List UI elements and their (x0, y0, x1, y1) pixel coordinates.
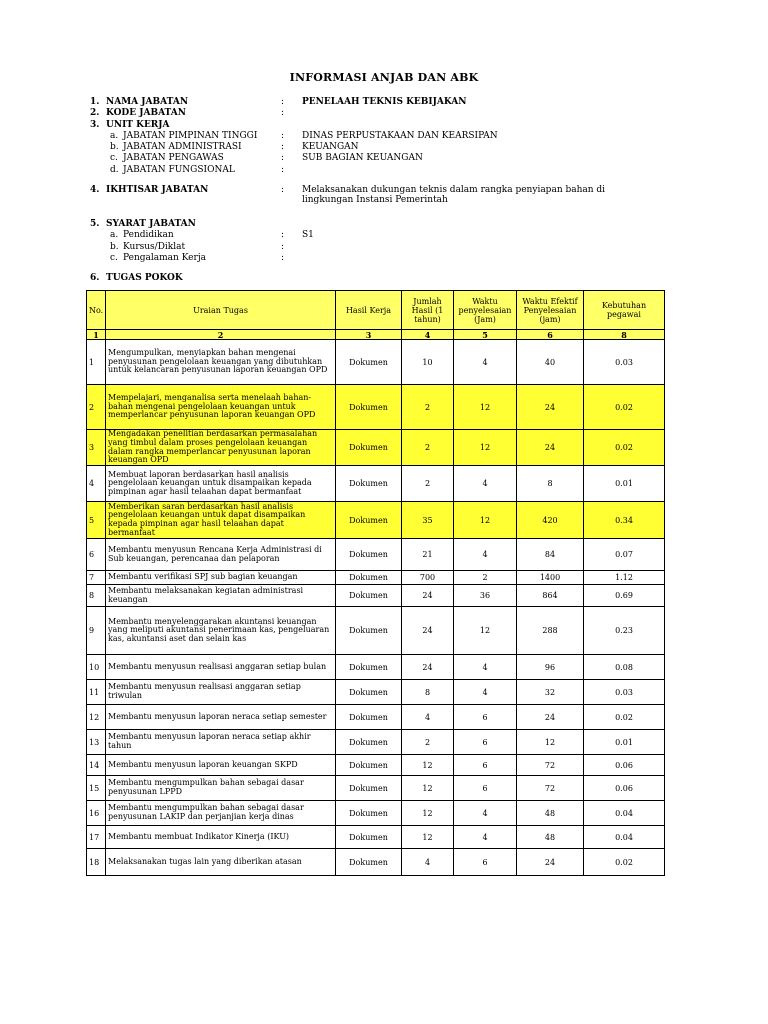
item-number: 1. (90, 97, 100, 107)
kursus-label: Kursus/Diklat (123, 241, 186, 252)
header-kebutuhan-pegawai: Kebutuhan pegawai (584, 291, 665, 330)
tugas-pokok-label: TUGAS POKOK (106, 273, 183, 284)
task-description: Mengadakan penelitian berdasarkan permasalahan yang timbul dalam proses pengelolaan keuangan dalam rangka memperlancar penyusunan laporan keuangan OPD (106, 430, 336, 466)
table-row (87, 801, 665, 826)
row-number: 13 (87, 730, 106, 755)
jumlah-hasil-cell: 2 (402, 466, 454, 502)
item-number: 4. (90, 185, 100, 196)
jumlah-hasil-cell: 10 (402, 340, 454, 385)
kebutuhan-cell: 0.06 (584, 776, 665, 801)
waktu-efektif-cell: 72 (517, 776, 584, 801)
row-number: 16 (87, 801, 106, 826)
column-number: 6 (517, 330, 584, 340)
task-description: Mempelajari, menganalisa serta menelaah bahan-bahan mengenai pengelolaan keuangan untuk memperlancar penyusunan laporan keuangan OPD (106, 385, 336, 430)
table-row (87, 607, 665, 655)
ikhtisar-label: IKHTISAR JABATAN (106, 185, 209, 196)
waktu-efektif-cell: 72 (517, 755, 584, 776)
jumlah-hasil-cell: 8 (402, 680, 454, 705)
item-letter: c. (110, 153, 118, 164)
waktu-cell: 12 (454, 385, 517, 430)
table-header-row (87, 291, 665, 330)
hasil-kerja-cell: Dokumen (336, 680, 402, 705)
waktu-efektif-cell: 40 (517, 340, 584, 385)
row-number: 14 (87, 755, 106, 776)
kebutuhan-cell: 0.01 (584, 466, 665, 502)
jumlah-hasil-cell: 2 (402, 385, 454, 430)
waktu-efektif-cell: 8 (517, 466, 584, 502)
jabatan-administrasi-label: JABATAN ADMINISTRASI (123, 142, 242, 153)
task-description: Membantu mengumpulkan bahan sebagai dasar penyusunan LAKIP dan perjanjian kerja dinas (106, 801, 336, 826)
task-description: Membuat laporan berdasarkan hasil analisis pengelolaan keuangan untuk disampaikan kepada pimpinan agar hasil telaahan dapat bermanfaat (106, 466, 336, 502)
table-row (87, 539, 665, 571)
jumlah-hasil-cell: 700 (402, 571, 454, 585)
jumlah-hasil-cell: 12 (402, 801, 454, 826)
item-letter: b. (110, 142, 119, 153)
jumlah-hasil-cell: 2 (402, 730, 454, 755)
task-description: Membantu menyusun laporan neraca setiap akhir tahun (106, 730, 336, 755)
nama-jabatan-value: PENELAAH TEKNIS KEBIJAKAN (302, 97, 467, 107)
task-description: Membantu verifikasi SPJ sub bagian keuangan (106, 571, 336, 585)
pendidikan-row (88, 230, 688, 241)
waktu-cell: 12 (454, 502, 517, 539)
waktu-cell: 12 (454, 607, 517, 655)
tugas-pokok-table (86, 290, 665, 876)
waktu-efektif-cell: 1400 (517, 571, 584, 585)
task-description: Memberikan saran berdasarkan hasil analisis pengelolaan keuangan untuk dapat disampaikan kepada pimpinan agar hasil telaahan dapat bermanfaat (106, 502, 336, 539)
table-row (87, 705, 665, 730)
row-number: 8 (87, 585, 106, 607)
hasil-kerja-cell: Dokumen (336, 571, 402, 585)
syarat-jabatan-label: SYARAT JABATAN (106, 219, 196, 230)
jabatan-pimpinan-value: DINAS PERPUSTAKAAN DAN KEARSIPAN (302, 130, 498, 141)
waktu-cell: 2 (454, 571, 517, 585)
kebutuhan-cell: 0.02 (584, 705, 665, 730)
jabatan-pengawas-label: JABATAN PENGAWAS (123, 153, 224, 164)
table-row (87, 826, 665, 849)
jabatan-fungsional-row (88, 165, 688, 176)
jumlah-hasil-cell: 12 (402, 755, 454, 776)
row-number: 5 (87, 502, 106, 539)
item-number: 5. (90, 219, 100, 230)
jumlah-hasil-cell: 24 (402, 607, 454, 655)
spacer (88, 264, 688, 273)
waktu-cell: 6 (454, 776, 517, 801)
hasil-kerja-cell: Dokumen (336, 539, 402, 571)
waktu-cell: 4 (454, 801, 517, 826)
unit-kerja-row (88, 120, 688, 131)
header-waktu-efektif: Waktu Efektif Penyelesaian (jam) (517, 291, 584, 330)
kebutuhan-cell: 0.02 (584, 430, 665, 466)
task-description: Membantu menyusun laporan neraca setiap semester (106, 705, 336, 730)
hasil-kerja-cell: Dokumen (336, 801, 402, 826)
hasil-kerja-cell: Dokumen (336, 607, 402, 655)
task-description: Membantu melaksanakan kegiatan administrasi keuangan (106, 585, 336, 607)
task-description: Membantu menyusun laporan keuangan SKPD (106, 755, 336, 776)
row-number: 18 (87, 849, 106, 876)
kebutuhan-cell: 0.02 (584, 849, 665, 876)
jumlah-hasil-cell: 24 (402, 655, 454, 680)
colon: : (281, 130, 285, 141)
header-waktu-penyelesaian: Waktu penyelesaian (Jam) (454, 291, 517, 330)
hasil-kerja-cell: Dokumen (336, 755, 402, 776)
jumlah-hasil-cell: 24 (402, 585, 454, 607)
kebutuhan-cell: 0.04 (584, 801, 665, 826)
kode-jabatan-row (88, 108, 688, 119)
row-number: 11 (87, 680, 106, 705)
row-number: 15 (87, 776, 106, 801)
task-description: Membantu mengumpulkan bahan sebagai dasar penyusunan LPPD (106, 776, 336, 801)
kebutuhan-cell: 0.06 (584, 755, 665, 776)
waktu-cell: 12 (454, 430, 517, 466)
task-description: Mengumpulkan, menyiapkan bahan mengenai penyusunan pengelolaan keuangan yang dibutuhkan untuk kelancaran penyusunan laporan keuangan OPD (106, 340, 336, 385)
column-number-row (87, 330, 665, 340)
table-row (87, 680, 665, 705)
hasil-kerja-cell: Dokumen (336, 502, 402, 539)
kebutuhan-cell: 0.01 (584, 730, 665, 755)
waktu-cell: 4 (454, 826, 517, 849)
table-row (87, 730, 665, 755)
document-title: INFORMASI ANJAB DAN ABK (289, 71, 479, 84)
waktu-efektif-cell: 12 (517, 730, 584, 755)
row-number: 10 (87, 655, 106, 680)
header-hasil-kerja: Hasil Kerja (336, 291, 402, 330)
waktu-cell: 4 (454, 539, 517, 571)
waktu-cell: 4 (454, 466, 517, 502)
table-row (87, 849, 665, 876)
task-description: Membantu menyelenggarakan akuntansi keuangan yang meliputi akuntansi penerimaan kas, pengeluaran kas, akuntansi aset dan selain kas (106, 607, 336, 655)
kode-jabatan-label: KODE JABATAN (106, 108, 186, 119)
jabatan-administrasi-row (88, 142, 688, 153)
unit-kerja-label: UNIT KERJA (106, 119, 170, 130)
waktu-efektif-cell: 48 (517, 826, 584, 849)
hasil-kerja-cell: Dokumen (336, 340, 402, 385)
jumlah-hasil-cell: 4 (402, 705, 454, 730)
waktu-efektif-cell: 24 (517, 849, 584, 876)
kebutuhan-cell: 0.03 (584, 340, 665, 385)
jumlah-hasil-cell: 12 (402, 776, 454, 801)
column-number: 2 (106, 330, 336, 340)
jumlah-hasil-cell: 21 (402, 539, 454, 571)
column-number: 4 (402, 330, 454, 340)
table-row (87, 340, 665, 385)
waktu-efektif-cell: 864 (517, 585, 584, 607)
waktu-cell: 36 (454, 585, 517, 607)
waktu-cell: 6 (454, 755, 517, 776)
item-number: 2. (90, 108, 100, 119)
kebutuhan-cell: 0.23 (584, 607, 665, 655)
row-number: 12 (87, 705, 106, 730)
table-row (87, 755, 665, 776)
row-number: 6 (87, 539, 106, 571)
waktu-efektif-cell: 420 (517, 502, 584, 539)
jumlah-hasil-cell: 2 (402, 430, 454, 466)
task-description: Membantu menyusun realisasi anggaran setiap triwulan (106, 680, 336, 705)
kebutuhan-cell: 0.04 (584, 826, 665, 849)
item-letter: d. (110, 164, 119, 175)
hasil-kerja-cell: Dokumen (336, 466, 402, 502)
pengalaman-row (88, 253, 688, 264)
header-no: No. (87, 291, 106, 330)
task-description: Membantu menyusun realisasi anggaran setiap bulan (106, 655, 336, 680)
item-number: 6. (90, 273, 100, 284)
colon: : (281, 153, 285, 164)
header-uraian-tugas: Uraian Tugas (106, 291, 336, 330)
column-number: 5 (454, 330, 517, 340)
column-number: 3 (336, 330, 402, 340)
pendidikan-label: Pendidikan (123, 230, 174, 241)
waktu-efektif-cell: 84 (517, 539, 584, 571)
waktu-efektif-cell: 32 (517, 680, 584, 705)
kebutuhan-cell: 0.34 (584, 502, 665, 539)
hasil-kerja-cell: Dokumen (336, 585, 402, 607)
kebutuhan-cell: 1.12 (584, 571, 665, 585)
ikhtisar-row (88, 185, 688, 219)
jabatan-administrasi-value: KEUANGAN (302, 142, 359, 153)
hasil-kerja-cell: Dokumen (336, 430, 402, 466)
waktu-efektif-cell: 288 (517, 607, 584, 655)
colon: : (281, 108, 285, 119)
table-row (87, 502, 665, 539)
hasil-kerja-cell: Dokumen (336, 826, 402, 849)
row-number: 4 (87, 466, 106, 502)
colon: : (281, 97, 285, 107)
table-row (87, 655, 665, 680)
table-row (87, 466, 665, 502)
pengalaman-label: Pengalaman Kerja (123, 252, 206, 263)
column-number: 1 (87, 330, 106, 340)
row-number: 1 (87, 340, 106, 385)
kebutuhan-cell: 0.02 (584, 385, 665, 430)
waktu-efektif-cell: 96 (517, 655, 584, 680)
task-description: Membantu membuat Indikator Kinerja (IKU) (106, 826, 336, 849)
table-row (87, 430, 665, 466)
jabatan-pimpinan-label: JABATAN PIMPINAN TINGGI (123, 130, 258, 141)
waktu-cell: 6 (454, 705, 517, 730)
colon: : (281, 185, 285, 196)
colon: : (281, 241, 285, 252)
item-letter: c. (110, 252, 118, 263)
jumlah-hasil-cell: 35 (402, 502, 454, 539)
ikhtisar-value: Melaksanakan dukungan teknis dalam rangka penyiapan bahan di lingkungan Instansi Pemerintah (302, 185, 606, 206)
waktu-cell: 4 (454, 655, 517, 680)
table-row (87, 385, 665, 430)
colon: : (281, 252, 285, 263)
hasil-kerja-cell: Dokumen (336, 705, 402, 730)
hasil-kerja-cell: Dokumen (336, 655, 402, 680)
item-letter: b. (110, 241, 119, 252)
task-description: Membantu menyusun Rencana Kerja Administrasi di Sub keuangan, perencanaa dan pelaporan (106, 539, 336, 571)
waktu-cell: 6 (454, 730, 517, 755)
item-letter: a. (110, 130, 119, 141)
waktu-efektif-cell: 48 (517, 801, 584, 826)
jumlah-hasil-cell: 4 (402, 849, 454, 876)
row-number: 7 (87, 571, 106, 585)
row-number: 3 (87, 430, 106, 466)
header-jumlah-hasil: Jumlah Hasil (1 tahun) (402, 291, 454, 330)
jabatan-fungsional-label: JABATAN FUNGSIONAL (123, 164, 235, 175)
row-number: 2 (87, 385, 106, 430)
tugas-pokok-row (88, 273, 688, 284)
waktu-efektif-cell: 24 (517, 705, 584, 730)
table-row (87, 585, 665, 607)
hasil-kerja-cell: Dokumen (336, 776, 402, 801)
row-number: 9 (87, 607, 106, 655)
pendidikan-value: S1 (302, 230, 314, 241)
waktu-cell: 6 (454, 849, 517, 876)
job-info-section (88, 97, 688, 285)
jabatan-pengawas-value: SUB BAGIAN KEUANGAN (302, 153, 423, 164)
waktu-efektif-cell: 24 (517, 385, 584, 430)
hasil-kerja-cell: Dokumen (336, 730, 402, 755)
kursus-row (88, 242, 688, 253)
nama-jabatan-label: NAMA JABATAN (106, 97, 189, 107)
waktu-cell: 4 (454, 340, 517, 385)
waktu-cell: 4 (454, 680, 517, 705)
hasil-kerja-cell: Dokumen (336, 849, 402, 876)
colon: : (281, 142, 285, 153)
colon: : (281, 230, 285, 241)
column-number: 8 (584, 330, 665, 340)
spacer (88, 176, 688, 185)
colon: : (281, 164, 285, 175)
table-row (87, 571, 665, 585)
item-letter: a. (110, 230, 119, 241)
table-row (87, 776, 665, 801)
nama-jabatan-row (88, 97, 688, 108)
kebutuhan-cell: 0.07 (584, 539, 665, 571)
row-number: 17 (87, 826, 106, 849)
hasil-kerja-cell: Dokumen (336, 385, 402, 430)
waktu-efektif-cell: 24 (517, 430, 584, 466)
syarat-jabatan-row (88, 219, 688, 230)
kebutuhan-cell: 0.08 (584, 655, 665, 680)
jabatan-pengawas-row (88, 153, 688, 164)
task-description: Melaksanakan tugas lain yang diberikan atasan (106, 849, 336, 876)
item-number: 3. (90, 119, 100, 130)
jabatan-pimpinan-row (88, 131, 688, 142)
jumlah-hasil-cell: 12 (402, 826, 454, 849)
kebutuhan-cell: 0.03 (584, 680, 665, 705)
kebutuhan-cell: 0.69 (584, 585, 665, 607)
